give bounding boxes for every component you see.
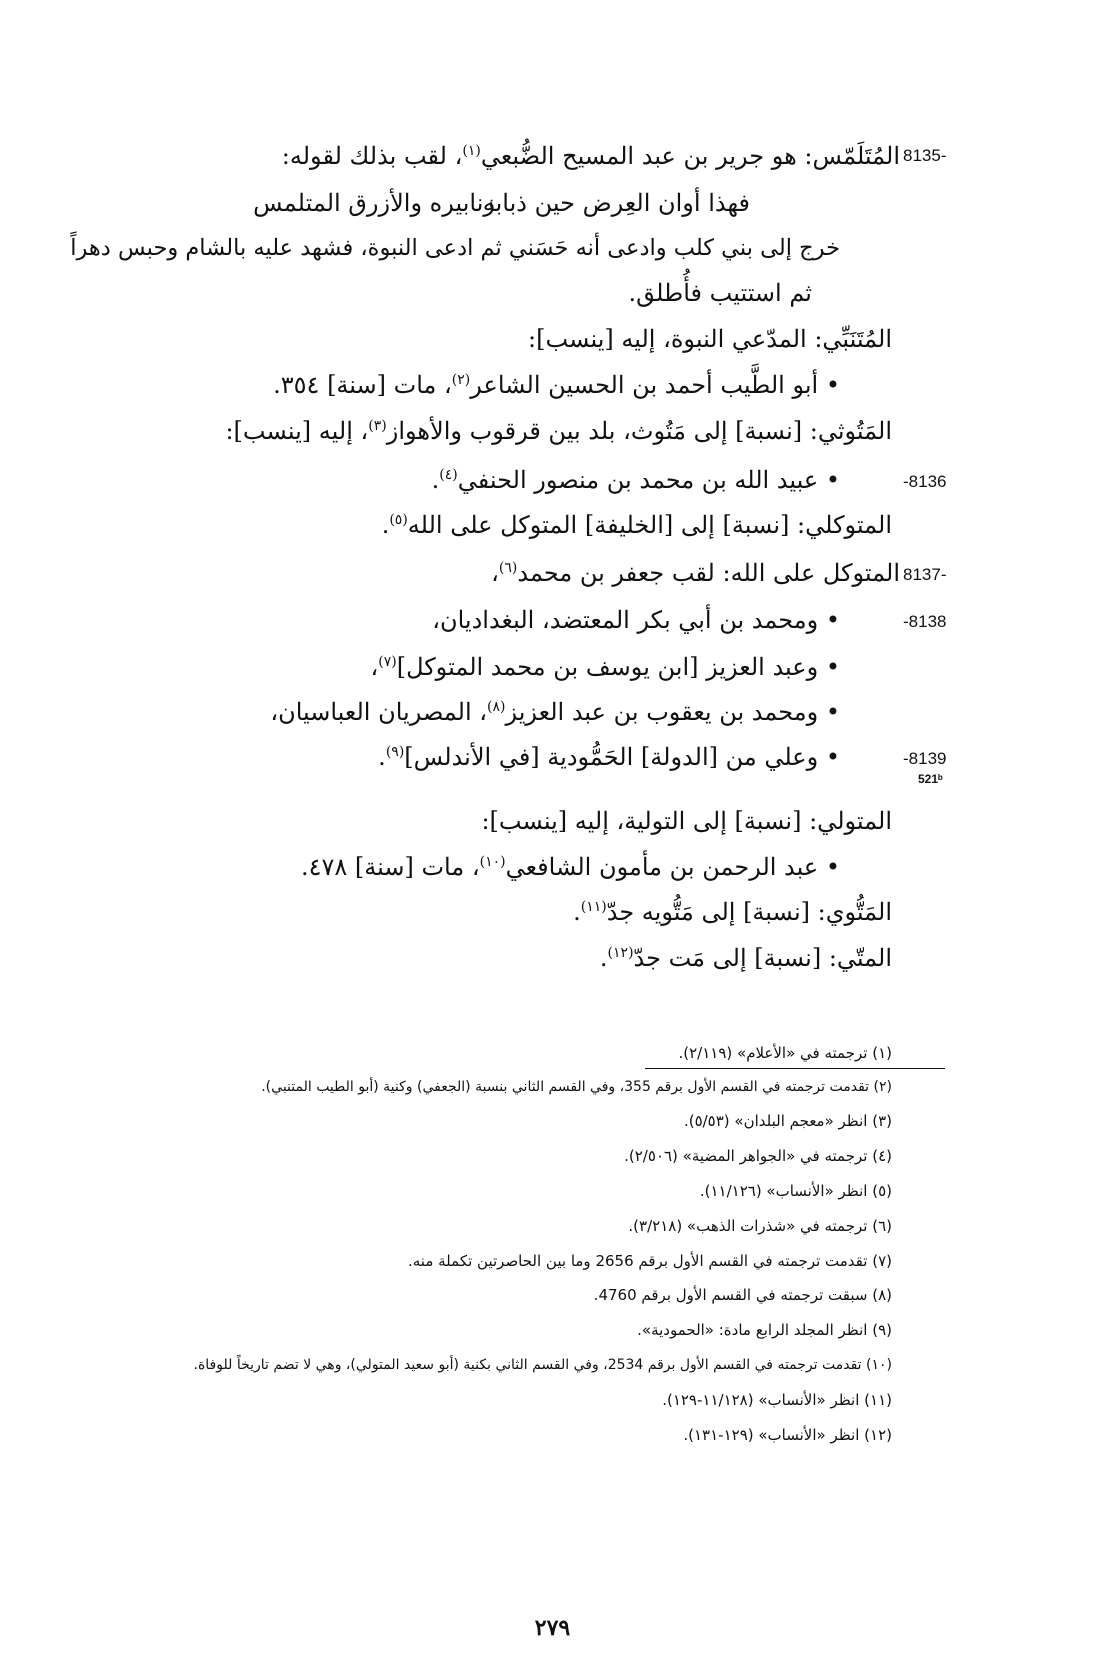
entry-mututhi: المَتُوثي: [نسبة] إلى مَتُوث، بلد بين قرقوب والأهواز$^{(٣)}$، إليه [ينسب]:: [225, 417, 892, 445]
footnote-6: (٦) ترجمته في «شذرات الذهب» (٣/٢١٨).: [628, 1217, 892, 1235]
page-number: ٢٧٩: [534, 1615, 571, 1641]
entry-number-8136: -8136: [903, 472, 947, 491]
entry-abu-tayyib: • أبو الطَّيب أحمد بن الحسين الشاعر$^{(٢)}$، مات [سنة] ٣٥٤.: [273, 371, 840, 399]
entry-abdulrahman: • عبد الرحمن بن مأمون الشافعي$^{(١٠)}$، مات [سنة] ٤٧٨.: [300, 853, 840, 881]
footnote-ref-3[interactable]: (٣): [368, 418, 387, 434]
entry-mutawakkil: المتوكل على الله: لقب جعفر بن محمد$^{(٦)}$،: [491, 559, 900, 587]
entry-number-8138: -8138: [903, 612, 947, 631]
entry-mutawalli: المتولي: [نسبة] إلى التولية، إليه [ينسب]:: [481, 807, 892, 835]
footnote-10: (١٠) تقدمت ترجمته في القسم الأول برقم 2534، وفي القسم الثاني بكنية (أبو سعيد المتولي)، وهي لا تضم تاريخاً للوفاة.: [193, 1357, 892, 1373]
footnote-7: (٧) تقدمت ترجمته في القسم الأول برقم 2656 وما بين الحاصرتين تكملة منه.: [408, 1252, 892, 1270]
entry-ubaidallah: • عبيد الله بن محمد بن منصور الحنفي$^{(٤)}$.: [431, 466, 840, 494]
footnote-8: (٨) سبقت ترجمته في القسم الأول برقم 4760.: [593, 1286, 892, 1304]
footnote-ref-11[interactable]: (١١): [580, 899, 607, 915]
footnote-5: (٥) انظر «الأنساب» (١١/١٢٦).: [699, 1182, 892, 1200]
footnote-separator: [645, 1068, 945, 1069]
footnote-ref-2[interactable]: (٢): [451, 372, 471, 388]
entry-number-8139: -8139: [903, 749, 947, 768]
footnote-4: (٤) ترجمته في «الجواهر المضية» (٢/٥٠٦).: [624, 1147, 892, 1165]
footnote-1: (١) ترجمته في «الأعلام» (٢/١١٩).: [678, 1044, 892, 1062]
entry-8135-text: خرج إلى بني كلب وادعى أنه حَسَني ثم ادعى النبوة، فشهد عليه بالشام وحبس دهراً: [70, 235, 840, 261]
manuscript-folio-marker: 521ᵇ: [918, 772, 943, 786]
entry-mattuwi: المَتُّوي: [نسبة] إلى مَتُّويه جدّ$^{(١١)}$.: [573, 898, 892, 926]
entry-8135-text-cont: ثم استتيب فأُطلق.: [628, 279, 812, 307]
entry-ali: • وعلي من [الدولة] الحَمُّودية [في الأندلس]$^{(٩)}$.: [378, 743, 840, 771]
entry-muhammad-abi-bakr: • ومحمد بن أبي بكر المعتضد، البغداديان،: [432, 606, 840, 634]
footnote-9: (٩) انظر المجلد الرابع مادة: «الحمودية».: [637, 1321, 892, 1339]
entry-muhammad-yaqub: • ومحمد بن يعقوب بن عبد العزيز$^{(٨)}$، المصريان العباسيان،: [270, 698, 840, 726]
entry-mutanabbi: المُتَنَبِّي: المدّعي النبوة، إليه [ينسب]:: [528, 325, 892, 353]
footnote-ref-9[interactable]: (٩): [385, 744, 405, 760]
footnote-12: (١٢) انظر «الأنساب» (١٢٩-١٣١).: [683, 1426, 892, 1444]
footnote-ref-4[interactable]: (٤): [439, 467, 458, 483]
entry-8135-heading: المُتَلَمّس: هو جرير بن عبد المسيح الضُّبعي$^{(١)}$، لقب بذلك لقوله:: [281, 142, 900, 170]
entry-number-8135: 8135-: [903, 146, 947, 165]
entry-matti: المتّي: [نسبة] إلى مَت جدّ$^{(١٢)}$.: [599, 944, 892, 972]
footnote-11: (١١) انظر «الأنساب» (١١/١٢٨-١٢٩).: [662, 1391, 892, 1409]
footnote-2: (٢) تقدمت ترجمته في القسم الأول برقم 355، وفي القسم الثاني بنسبة (الجعفي) وكنية (أبو الطيب المتنبي).: [261, 1079, 892, 1095]
footnote-ref-8[interactable]: (٨): [487, 699, 506, 715]
verse-hemistich-right: فهذا أوان العِرض حين ذبابه: [482, 189, 750, 217]
footnote-ref-5[interactable]: (٥): [389, 512, 408, 528]
footnote-3: (٣) انظر «معجم البلدان» (٥/٥٣).: [683, 1112, 892, 1130]
entry-abdulaziz: • وعبد العزيز [ابن يوسف بن محمد المتوكل]$^{(٧)}$،: [370, 653, 840, 681]
footnote-ref-10[interactable]: (١٠): [479, 854, 506, 870]
footnote-ref-6[interactable]: (٦): [498, 560, 518, 576]
footnote-ref-12[interactable]: (١٢): [607, 945, 634, 961]
footnote-ref-1[interactable]: (١): [462, 143, 481, 159]
verse-hemistich-left: زنابيره والأزرق المتلمس: [253, 189, 495, 217]
entry-number-8137: 8137-: [903, 565, 947, 584]
entry-mutawakkili: المتوكلي: [نسبة] إلى [الخليفة] المتوكل على الله$^{(٥)}$.: [381, 511, 892, 539]
footnote-ref-7[interactable]: (٧): [378, 654, 397, 670]
